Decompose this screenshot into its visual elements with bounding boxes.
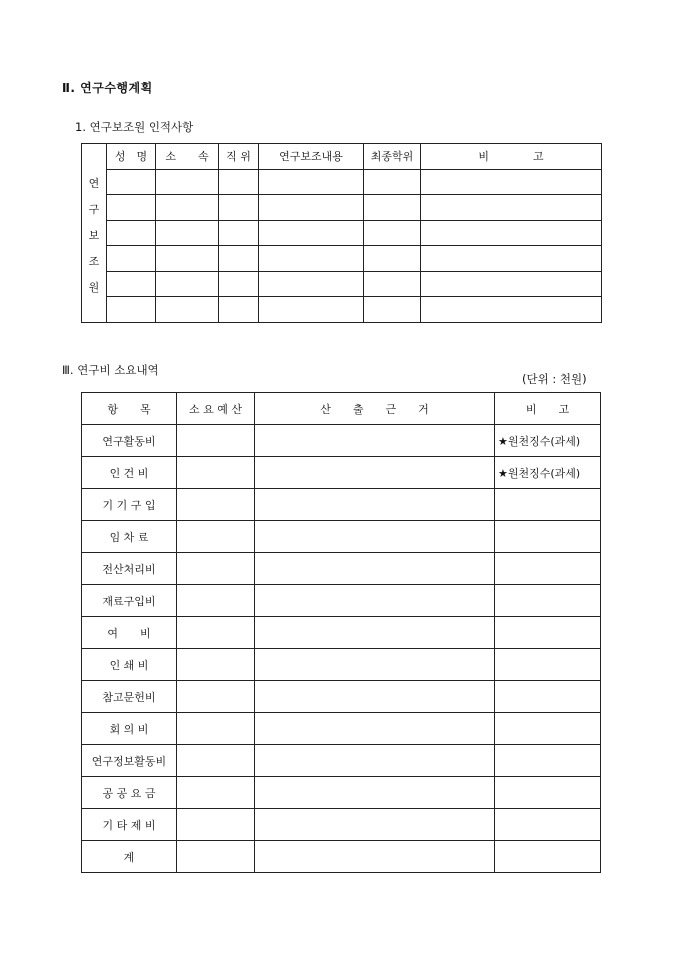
budget-amount-cell[interactable] bbox=[177, 457, 255, 489]
budget-amount-cell[interactable] bbox=[177, 585, 255, 617]
assistants-entry-cell[interactable] bbox=[259, 220, 364, 246]
budget-basis-cell[interactable] bbox=[255, 553, 495, 585]
budget-row bbox=[82, 777, 601, 809]
assistants-entry-cell[interactable] bbox=[421, 220, 602, 246]
budget-item-label: 인 건 비 bbox=[82, 457, 177, 489]
side-label-char: 보 bbox=[88, 229, 100, 242]
assistants-entry-cell[interactable] bbox=[364, 220, 421, 246]
assistants-entry-cell[interactable] bbox=[156, 246, 219, 272]
budget-item-label: 참고문헌비 bbox=[82, 681, 177, 713]
budget-header-cell: 항 목 bbox=[82, 393, 177, 425]
budget-note-cell bbox=[495, 745, 601, 777]
budget-note-cell bbox=[495, 489, 601, 521]
budget-amount-cell[interactable] bbox=[177, 809, 255, 841]
assistants-row bbox=[82, 169, 602, 195]
budget-item-label: 재료구입비 bbox=[82, 585, 177, 617]
budget-basis-cell[interactable] bbox=[255, 809, 495, 841]
budget-header-cell: 비 고 bbox=[495, 393, 601, 425]
assistants-table bbox=[81, 143, 602, 323]
budget-basis-cell[interactable] bbox=[255, 777, 495, 809]
budget-row bbox=[82, 649, 601, 681]
assistants-row bbox=[82, 220, 602, 246]
budget-amount-cell[interactable] bbox=[177, 713, 255, 745]
budget-item-label: 기 기 구 입 bbox=[82, 489, 177, 521]
assistants-entry-cell[interactable] bbox=[259, 195, 364, 221]
budget-note-cell: ★원천징수(과세) bbox=[495, 457, 601, 489]
budget-note-cell bbox=[495, 841, 601, 873]
budget-item-label: 기 타 제 비 bbox=[82, 809, 177, 841]
budget-amount-cell[interactable] bbox=[177, 841, 255, 873]
budget-basis-cell[interactable] bbox=[255, 457, 495, 489]
budget-amount-cell[interactable] bbox=[177, 745, 255, 777]
assistants-entry-cell[interactable] bbox=[421, 195, 602, 221]
budget-item-label: 전산처리비 bbox=[82, 553, 177, 585]
assistants-header-cell: 성 명 bbox=[107, 144, 156, 170]
assistants-entry-cell[interactable] bbox=[107, 169, 156, 195]
budget-note-cell bbox=[495, 617, 601, 649]
assistants-entry-cell[interactable] bbox=[156, 169, 219, 195]
section-3-title: Ⅲ. 연구비 소요내역 bbox=[62, 363, 159, 377]
assistants-entry-cell[interactable] bbox=[421, 271, 602, 297]
budget-item-label: 인 쇄 비 bbox=[82, 649, 177, 681]
assistants-entry-cell[interactable] bbox=[421, 169, 602, 195]
budget-row bbox=[82, 745, 601, 777]
budget-basis-cell[interactable] bbox=[255, 521, 495, 553]
assistants-subtitle: 1. 연구보조원 인적사항 bbox=[75, 120, 194, 134]
budget-row bbox=[82, 713, 601, 745]
assistants-entry-cell[interactable] bbox=[107, 220, 156, 246]
budget-amount-cell[interactable] bbox=[177, 489, 255, 521]
budget-note-cell bbox=[495, 777, 601, 809]
budget-basis-cell[interactable] bbox=[255, 713, 495, 745]
assistants-entry-cell[interactable] bbox=[219, 271, 259, 297]
assistants-entry-cell[interactable] bbox=[107, 246, 156, 272]
budget-amount-cell[interactable] bbox=[177, 521, 255, 553]
assistants-entry-cell[interactable] bbox=[364, 195, 421, 221]
budget-note-cell bbox=[495, 681, 601, 713]
assistants-entry-cell[interactable] bbox=[219, 220, 259, 246]
budget-note-cell bbox=[495, 521, 601, 553]
assistants-entry-cell[interactable] bbox=[156, 297, 219, 323]
budget-row bbox=[82, 841, 601, 873]
budget-note-cell bbox=[495, 553, 601, 585]
section-2-title: Ⅱ. 연구수행계획 bbox=[62, 81, 153, 95]
budget-amount-cell[interactable] bbox=[177, 425, 255, 457]
assistants-row bbox=[82, 297, 602, 323]
budget-basis-cell[interactable] bbox=[255, 585, 495, 617]
budget-basis-cell[interactable] bbox=[255, 617, 495, 649]
assistants-row bbox=[82, 195, 602, 221]
budget-row bbox=[82, 425, 601, 457]
assistants-header-cell: 최종학위 bbox=[364, 144, 421, 170]
budget-amount-cell[interactable] bbox=[177, 777, 255, 809]
budget-basis-cell[interactable] bbox=[255, 489, 495, 521]
budget-item-label: 계 bbox=[82, 841, 177, 873]
budget-amount-cell[interactable] bbox=[177, 681, 255, 713]
budget-item-label: 공 공 요 금 bbox=[82, 777, 177, 809]
budget-note-cell bbox=[495, 649, 601, 681]
budget-basis-cell[interactable] bbox=[255, 425, 495, 457]
budget-row bbox=[82, 521, 601, 553]
assistants-entry-cell[interactable] bbox=[259, 169, 364, 195]
budget-amount-cell[interactable] bbox=[177, 553, 255, 585]
side-label-char: 조 bbox=[88, 255, 100, 268]
budget-item-label: 여 비 bbox=[82, 617, 177, 649]
assistants-entry-cell[interactable] bbox=[219, 246, 259, 272]
assistants-entry-cell[interactable] bbox=[156, 220, 219, 246]
budget-row bbox=[82, 585, 601, 617]
assistants-header-cell: 연구보조내용 bbox=[259, 144, 364, 170]
budget-header-cell: 산 출 근 거 bbox=[255, 393, 495, 425]
assistants-side-label bbox=[82, 144, 107, 323]
assistants-header-cell: 비 고 bbox=[421, 144, 602, 170]
assistants-entry-cell[interactable] bbox=[107, 297, 156, 323]
budget-row bbox=[82, 809, 601, 841]
budget-basis-cell[interactable] bbox=[255, 745, 495, 777]
budget-item-label: 회 의 비 bbox=[82, 713, 177, 745]
assistants-entry-cell[interactable] bbox=[107, 271, 156, 297]
assistants-entry-cell[interactable] bbox=[156, 195, 219, 221]
budget-note-cell bbox=[495, 713, 601, 745]
budget-row bbox=[82, 617, 601, 649]
budget-basis-cell[interactable] bbox=[255, 681, 495, 713]
assistants-entry-cell[interactable] bbox=[107, 195, 156, 221]
budget-note-cell: ★원천징수(과세) bbox=[495, 425, 601, 457]
budget-header-cell: 소 요 예 산 bbox=[177, 393, 255, 425]
budget-note-cell bbox=[495, 809, 601, 841]
budget-row bbox=[82, 681, 601, 713]
budget-table bbox=[81, 392, 601, 873]
assistants-entry-cell[interactable] bbox=[219, 169, 259, 195]
budget-row bbox=[82, 553, 601, 585]
budget-note-cell bbox=[495, 585, 601, 617]
assistants-entry-cell[interactable] bbox=[259, 297, 364, 323]
side-label-char: 연 bbox=[88, 177, 100, 190]
assistants-row bbox=[82, 246, 602, 272]
assistants-entry-cell[interactable] bbox=[259, 246, 364, 272]
budget-row bbox=[82, 489, 601, 521]
assistants-header-cell: 소 속 bbox=[156, 144, 219, 170]
budget-basis-cell[interactable] bbox=[255, 841, 495, 873]
side-label-char: 구 bbox=[88, 203, 100, 216]
side-label-char: 원 bbox=[88, 281, 100, 294]
assistants-entry-cell[interactable] bbox=[364, 271, 421, 297]
unit-label: (단위 : 천원) bbox=[522, 372, 587, 386]
assistants-entry-cell[interactable] bbox=[364, 169, 421, 195]
assistants-entry-cell[interactable] bbox=[156, 271, 219, 297]
assistants-entry-cell[interactable] bbox=[421, 246, 602, 272]
budget-item-label: 연구활동비 bbox=[82, 425, 177, 457]
assistants-entry-cell[interactable] bbox=[219, 297, 259, 323]
budget-item-label: 연구정보활동비 bbox=[82, 745, 177, 777]
assistants-entry-cell[interactable] bbox=[364, 297, 421, 323]
assistants-entry-cell[interactable] bbox=[421, 297, 602, 323]
assistants-entry-cell[interactable] bbox=[219, 195, 259, 221]
budget-row bbox=[82, 457, 601, 489]
budget-basis-cell[interactable] bbox=[255, 649, 495, 681]
budget-item-label: 임 차 료 bbox=[82, 521, 177, 553]
assistants-entry-cell[interactable] bbox=[259, 271, 364, 297]
budget-amount-cell[interactable] bbox=[177, 617, 255, 649]
assistants-header-cell: 직 위 bbox=[219, 144, 259, 170]
assistants-row bbox=[82, 271, 602, 297]
assistants-entry-cell[interactable] bbox=[364, 246, 421, 272]
budget-amount-cell[interactable] bbox=[177, 649, 255, 681]
